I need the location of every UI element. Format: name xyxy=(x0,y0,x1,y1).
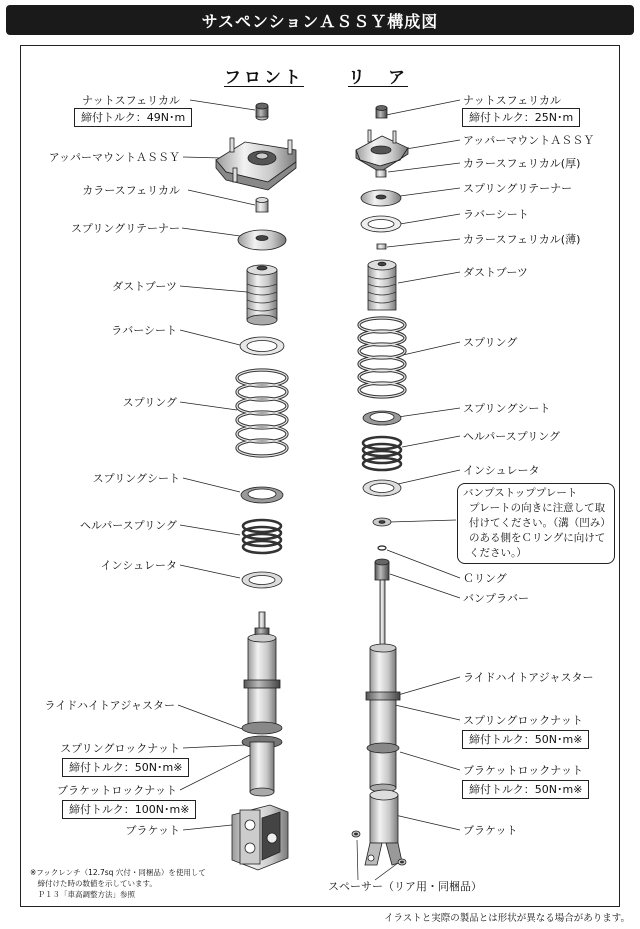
rear-collar-thin-label: カラースフェリカル(薄) xyxy=(463,233,581,246)
rear-collar-thick-label: カラースフェリカル(厚) xyxy=(463,157,581,170)
rear-rubber-seat-label: ラバーシート xyxy=(463,208,529,221)
front-bracket-lock-torque: 締付トルク：100N･m※ xyxy=(62,800,196,819)
front-nut-torque: 締付トルク：49N･m xyxy=(74,108,192,127)
front-insulator-label: インシュレータ xyxy=(100,559,177,572)
rear-spring-retainer-label: スプリングリテーナー xyxy=(463,182,573,195)
front-parts xyxy=(216,103,296,870)
rear-upper-mount-label: アッパーマウントＡＳＳＹ xyxy=(463,134,595,147)
rear-bracket-lock-torque: 締付トルク：50N･m※ xyxy=(462,780,589,799)
rear-nut-label: ナットスフェリカル xyxy=(463,94,562,107)
front-dust-boot-label: ダストブーツ xyxy=(112,280,177,293)
footnote-line: Ｐ１３「車高調整方法」参照 xyxy=(30,890,135,899)
rear-header: リ ア xyxy=(348,68,408,88)
rear-bump-rubber-label: バンプラバー xyxy=(463,592,529,605)
rear-helper-spring-label: ヘルパースプリング xyxy=(463,430,561,443)
front-ride-height-label: ライドハイトアジャスター xyxy=(44,699,175,712)
rear-nut-torque: 締付トルク：25N･m xyxy=(462,108,580,127)
front-spring-lock-torque: 締付トルク：50N･m※ xyxy=(62,758,189,777)
front-upper-mount-label: アッパーマウントＡＳＳＹ xyxy=(48,151,180,164)
torque-footnote xyxy=(30,867,206,900)
front-collar-label: カラースフェリカル xyxy=(82,184,180,197)
page-title: サスペンションＡＳＳＹ構成図 xyxy=(6,5,634,35)
front-header: フロント xyxy=(224,68,304,88)
rear-c-ring-label: Ｃリング xyxy=(463,572,507,585)
rear-spring-lock-nut-label: スプリングロックナット xyxy=(463,714,583,727)
front-bracket-lock-nut-label: ブラケットロックナット xyxy=(56,784,177,797)
bump-stop-plate-title: バンプストッププレート xyxy=(463,487,578,499)
front-spring-label: スプリング xyxy=(122,396,177,409)
rear-insulator-label: インシュレータ xyxy=(463,464,540,477)
front-nut-label: ナットスフェリカル xyxy=(81,94,180,107)
rear-spring-label: スプリング xyxy=(463,336,518,349)
bump-stop-plate-note xyxy=(457,483,615,564)
front-spring-retainer-label: スプリングリテーナー xyxy=(70,222,180,235)
front-spring-seat-label: スプリングシート xyxy=(92,472,180,485)
disclaimer: イラストと実際の製品とは形状が異なる場合があります。 xyxy=(384,913,630,924)
front-bracket-label: ブラケット xyxy=(125,824,180,837)
bump-stop-plate-text: プレートの向きに注意して取付けてください。（溝（凹み）のある側をＣリングに向けてください。） xyxy=(469,502,606,559)
footnote-line: ※フックレンチ（12.7sq 穴付・同梱品）を使用して xyxy=(30,868,206,877)
front-helper-spring-label: ヘルパースプリング xyxy=(79,519,177,532)
rear-spring-seat-label: スプリングシート xyxy=(463,402,551,415)
rear-parts xyxy=(352,106,408,866)
front-rubber-seat-label: ラバーシート xyxy=(111,324,177,337)
rear-spring-lock-torque: 締付トルク：50N･m※ xyxy=(462,730,589,749)
rear-spacer-label: スペーサー（リア用・同梱品） xyxy=(328,880,482,893)
footnote-line: 締付けた時の数値を示しています。 xyxy=(30,879,157,888)
rear-ride-height-label: ライドハイトアジャスター xyxy=(463,671,594,684)
rear-bracket-label: ブラケット xyxy=(463,824,518,837)
rear-bracket-lock-nut-label: ブラケットロックナット xyxy=(463,764,584,777)
rear-dust-boot-label: ダストブーツ xyxy=(463,266,528,279)
front-spring-lock-nut-label: スプリングロックナット xyxy=(60,742,180,755)
